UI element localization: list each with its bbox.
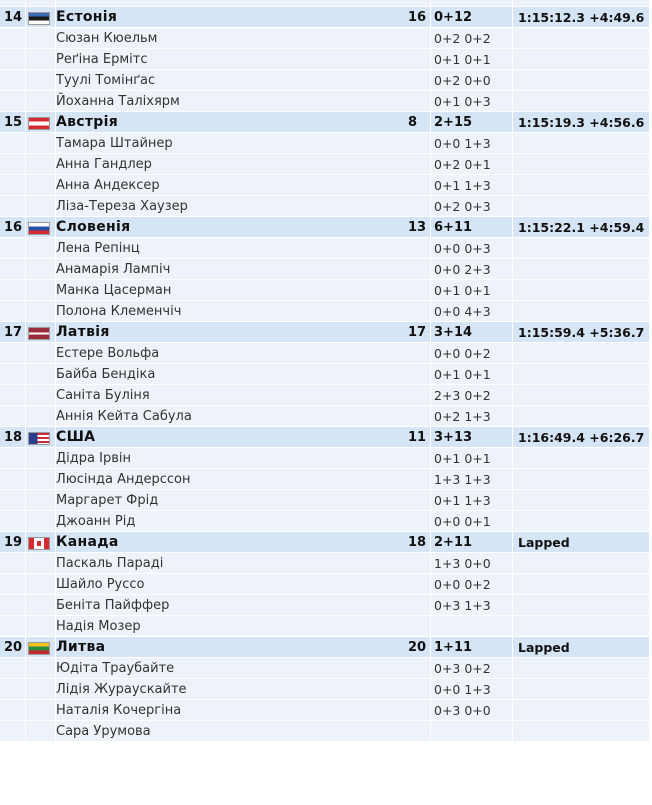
athlete-row [0,132,652,153]
athlete-time-empty [513,468,652,489]
athlete-flag-empty [26,447,56,468]
athlete-row [0,342,652,363]
athlete-flag-empty [26,237,56,258]
athlete-bib-empty [404,489,431,510]
athlete-shooting: 0+2 1+3 [431,405,513,426]
team-penalties: 2+15 [431,111,513,132]
athlete-rank-empty [0,132,26,153]
athlete-rank-empty [0,195,26,216]
team-flag-cell [26,6,56,27]
athlete-name: Тамара Штайнер [56,132,404,153]
athlete-time-empty [513,552,652,573]
athlete-row [0,405,652,426]
athlete-name: Анна Андексер [56,174,404,195]
athlete-shooting: 2+3 0+2 [431,384,513,405]
team-rank: 19 [0,531,26,552]
athlete-time-empty [513,594,652,615]
athlete-time-empty [513,27,652,48]
athlete-row [0,27,652,48]
athlete-time-empty [513,573,652,594]
team-name: Литва [56,636,404,657]
athlete-name: Паскаль Параді [56,552,404,573]
team-total-time: 1:15:19.3 [518,114,585,130]
athlete-bib-empty [404,279,431,300]
athlete-name: Дідра Ірвін [56,447,404,468]
athlete-bib-empty [404,510,431,531]
athlete-shooting: 0+0 4+3 [431,300,513,321]
athlete-bib-empty [404,699,431,720]
athlete-time-empty [513,657,652,678]
athlete-rank-empty [0,279,26,300]
team-row [0,321,652,342]
athlete-shooting: 1+3 1+3 [431,468,513,489]
athlete-flag-empty [26,90,56,111]
athlete-shooting: 0+0 0+2 [431,342,513,363]
athlete-rank-empty [0,699,26,720]
team-time [513,321,652,342]
athlete-name: Аннія Кейта Сабула [56,405,404,426]
team-name: Австрія [56,111,404,132]
athlete-time-empty [513,90,652,111]
athlete-shooting: 0+2 0+3 [431,195,513,216]
athlete-rank-empty [0,48,26,69]
athlete-flag-empty [26,489,56,510]
athlete-bib-empty [404,615,431,636]
athlete-rank-empty [0,405,26,426]
athlete-shooting: 0+1 1+3 [431,174,513,195]
athlete-row [0,48,652,69]
athlete-bib-empty [404,342,431,363]
athlete-rank-empty [0,90,26,111]
athlete-shooting: 0+3 0+2 [431,657,513,678]
athlete-row [0,468,652,489]
team-time [513,111,652,132]
team-rank: 14 [0,6,26,27]
athlete-shooting: 0+0 2+3 [431,258,513,279]
athlete-name: Саніта Буліня [56,384,404,405]
athlete-bib-empty [404,174,431,195]
athlete-rank-empty [0,657,26,678]
athlete-shooting: 0+1 1+3 [431,489,513,510]
athlete-name: Наталія Кочергіна [56,699,404,720]
athlete-shooting: 0+1 0+1 [431,363,513,384]
team-row [0,636,652,657]
team-row [0,531,652,552]
team-name: Канада [56,531,404,552]
athlete-time-empty [513,195,652,216]
athlete-time-empty [513,510,652,531]
athlete-row [0,195,652,216]
athlete-row [0,552,652,573]
athlete-flag-empty [26,279,56,300]
athlete-row [0,699,652,720]
usa-flag-icon [28,432,50,445]
athlete-flag-empty [26,510,56,531]
team-time [513,636,652,657]
team-rank: 18 [0,426,26,447]
athlete-rank-empty [0,594,26,615]
athlete-shooting: 0+0 0+3 [431,237,513,258]
athlete-name: Лена Репінц [56,237,404,258]
athlete-shooting: 0+1 0+3 [431,90,513,111]
athlete-shooting: 0+3 0+0 [431,699,513,720]
athlete-rank-empty [0,27,26,48]
athlete-bib-empty [404,27,431,48]
athlete-shooting [431,720,513,741]
athlete-row [0,489,652,510]
athlete-row [0,363,652,384]
athlete-rank-empty [0,237,26,258]
athlete-flag-empty [26,594,56,615]
team-flag-cell [26,636,56,657]
team-time [513,216,652,237]
athlete-name: Шайло Руссо [56,573,404,594]
athlete-bib-empty [404,195,431,216]
athlete-rank-empty [0,489,26,510]
athlete-flag-empty [26,69,56,90]
athlete-row [0,258,652,279]
team-flag-cell [26,111,56,132]
athlete-bib-empty [404,237,431,258]
athlete-bib-empty [404,552,431,573]
athlete-shooting: 0+2 0+0 [431,69,513,90]
athlete-time-empty [513,489,652,510]
team-rank: 20 [0,636,26,657]
team-penalties: 1+11 [431,636,513,657]
athlete-time-empty [513,342,652,363]
athlete-shooting: 0+1 0+1 [431,48,513,69]
athlete-flag-empty [26,405,56,426]
athlete-rank-empty [0,468,26,489]
athlete-flag-empty [26,552,56,573]
athlete-flag-empty [26,132,56,153]
athlete-bib-empty [404,447,431,468]
team-flag-cell [26,426,56,447]
athlete-bib-empty [404,678,431,699]
athlete-name: Беніта Пайффер [56,594,404,615]
athlete-shooting: 0+0 1+3 [431,678,513,699]
athlete-flag-empty [26,657,56,678]
athlete-shooting [431,615,513,636]
athlete-name: Лідія Жураускайте [56,678,404,699]
athlete-shooting: 0+1 0+1 [431,279,513,300]
team-row [0,216,652,237]
team-time-behind: +6:26.7 [589,429,645,445]
athlete-flag-empty [26,384,56,405]
team-time-behind: +4:49.6 [589,9,645,25]
athlete-row [0,657,652,678]
team-rank: 16 [0,216,26,237]
athlete-name: Естере Вольфа [56,342,404,363]
athlete-name: Люсінда Андерссон [56,468,404,489]
athlete-rank-empty [0,510,26,531]
athlete-name: Юдіта Траубайте [56,657,404,678]
team-rank: 17 [0,321,26,342]
athlete-name: Сюзан Кюельм [56,27,404,48]
athlete-bib-empty [404,258,431,279]
athlete-name: Надія Мозер [56,615,404,636]
athlete-flag-empty [26,363,56,384]
team-row [0,111,652,132]
athlete-time-empty [513,153,652,174]
team-name: Латвія [56,321,404,342]
athlete-row [0,153,652,174]
athlete-rank-empty [0,678,26,699]
team-flag-cell [26,321,56,342]
team-bib: 16 [404,6,431,27]
athlete-bib-empty [404,90,431,111]
team-name: Естонія [56,6,404,27]
athlete-rank-empty [0,615,26,636]
athlete-name: Маргарет Фрід [56,489,404,510]
athlete-time-empty [513,699,652,720]
athlete-bib-empty [404,363,431,384]
athlete-row [0,174,652,195]
athlete-row [0,300,652,321]
team-bib: 20 [404,636,431,657]
athlete-shooting: 1+3 0+0 [431,552,513,573]
athlete-bib-empty [404,468,431,489]
slovenia-flag-icon [28,222,50,235]
canada-flag-icon [28,537,50,550]
athlete-shooting: 0+1 0+1 [431,447,513,468]
estonia-flag-icon [28,12,50,25]
athlete-bib-empty [404,384,431,405]
athlete-flag-empty [26,699,56,720]
athlete-flag-empty [26,174,56,195]
athlete-name: Полона Клеменчіч [56,300,404,321]
team-total-time: Lapped [518,534,570,550]
athlete-time-empty [513,363,652,384]
team-time-behind: +4:59.4 [589,219,645,235]
team-penalties: 6+11 [431,216,513,237]
athlete-time-empty [513,174,652,195]
latvia-flag-icon [28,327,50,340]
athlete-name: Ліза-Тереза Хаузер [56,195,404,216]
athlete-name: Манка Цасерман [56,279,404,300]
athlete-shooting: 0+0 1+3 [431,132,513,153]
athlete-flag-empty [26,678,56,699]
team-penalties: 3+14 [431,321,513,342]
athlete-rank-empty [0,573,26,594]
team-name: Словенія [56,216,404,237]
athlete-flag-empty [26,258,56,279]
athlete-row [0,594,652,615]
athlete-time-empty [513,678,652,699]
athlete-row [0,678,652,699]
athlete-rank-empty [0,69,26,90]
athlete-rank-empty [0,720,26,741]
athlete-rank-empty [0,363,26,384]
team-flag-cell [26,531,56,552]
athlete-shooting: 0+3 1+3 [431,594,513,615]
athlete-time-empty [513,132,652,153]
team-total-time: 1:15:22.1 [518,219,585,235]
athlete-bib-empty [404,573,431,594]
athlete-row [0,237,652,258]
athlete-rank-empty [0,342,26,363]
athlete-row [0,447,652,468]
athlete-shooting: 0+2 0+2 [431,27,513,48]
athlete-row [0,384,652,405]
athlete-rank-empty [0,258,26,279]
team-time [513,531,652,552]
team-penalties: 0+12 [431,6,513,27]
athlete-flag-empty [26,720,56,741]
athlete-time-empty [513,48,652,69]
athlete-bib-empty [404,405,431,426]
athlete-time-empty [513,384,652,405]
athlete-name: Анна Гандлер [56,153,404,174]
athlete-flag-empty [26,27,56,48]
lithuania-flag-icon [28,642,50,655]
athlete-time-empty [513,300,652,321]
athlete-row [0,279,652,300]
athlete-rank-empty [0,552,26,573]
athlete-flag-empty [26,615,56,636]
athlete-name: Анамарія Лампіч [56,258,404,279]
athlete-shooting: 0+0 0+2 [431,573,513,594]
athlete-rank-empty [0,174,26,195]
athlete-rank-empty [0,384,26,405]
athlete-bib-empty [404,153,431,174]
team-flag-cell [26,216,56,237]
team-bib: 17 [404,321,431,342]
athlete-time-empty [513,258,652,279]
team-bib: 13 [404,216,431,237]
athlete-bib-empty [404,48,431,69]
team-name: США [56,426,404,447]
athlete-rank-empty [0,300,26,321]
athlete-row [0,90,652,111]
team-row [0,426,652,447]
athlete-name: Сара Урумова [56,720,404,741]
athlete-row [0,510,652,531]
team-time [513,6,652,27]
athlete-time-empty [513,615,652,636]
athlete-name: Реґіна Ермітс [56,48,404,69]
athlete-bib-empty [404,132,431,153]
athlete-flag-empty [26,153,56,174]
athlete-rank-empty [0,447,26,468]
athlete-time-empty [513,447,652,468]
athlete-shooting: 0+0 0+1 [431,510,513,531]
athlete-flag-empty [26,195,56,216]
team-time-behind: +5:36.7 [589,324,645,340]
athlete-name: Туулі Томінґас [56,69,404,90]
athlete-name: Йоханна Таліхярм [56,90,404,111]
athlete-bib-empty [404,594,431,615]
athlete-flag-empty [26,342,56,363]
team-total-time: 1:15:12.3 [518,9,585,25]
athlete-flag-empty [26,300,56,321]
athlete-shooting: 0+2 0+1 [431,153,513,174]
team-bib: 18 [404,531,431,552]
team-row [0,6,652,27]
austria-flag-icon [28,117,50,130]
athlete-bib-empty [404,657,431,678]
team-time-behind: +4:56.6 [589,114,645,130]
athlete-time-empty [513,69,652,90]
team-total-time: Lapped [518,639,570,655]
athlete-flag-empty [26,573,56,594]
athlete-flag-empty [26,48,56,69]
team-bib: 8 [404,111,431,132]
team-total-time: 1:16:49.4 [518,429,585,445]
athlete-time-empty [513,720,652,741]
athlete-name: Джоанн Рід [56,510,404,531]
team-penalties: 3+13 [431,426,513,447]
athlete-bib-empty [404,300,431,321]
athlete-flag-empty [26,468,56,489]
team-time [513,426,652,447]
athlete-rank-empty [0,153,26,174]
team-total-time: 1:15:59.4 [518,324,585,340]
athlete-row [0,573,652,594]
athlete-row [0,720,652,741]
team-bib: 11 [404,426,431,447]
team-rank: 15 [0,111,26,132]
athlete-bib-empty [404,69,431,90]
athlete-name: Байба Бендіка [56,363,404,384]
team-penalties: 2+11 [431,531,513,552]
athlete-row [0,69,652,90]
athlete-time-empty [513,405,652,426]
athlete-bib-empty [404,720,431,741]
athlete-row [0,615,652,636]
athlete-time-empty [513,279,652,300]
athlete-time-empty [513,237,652,258]
